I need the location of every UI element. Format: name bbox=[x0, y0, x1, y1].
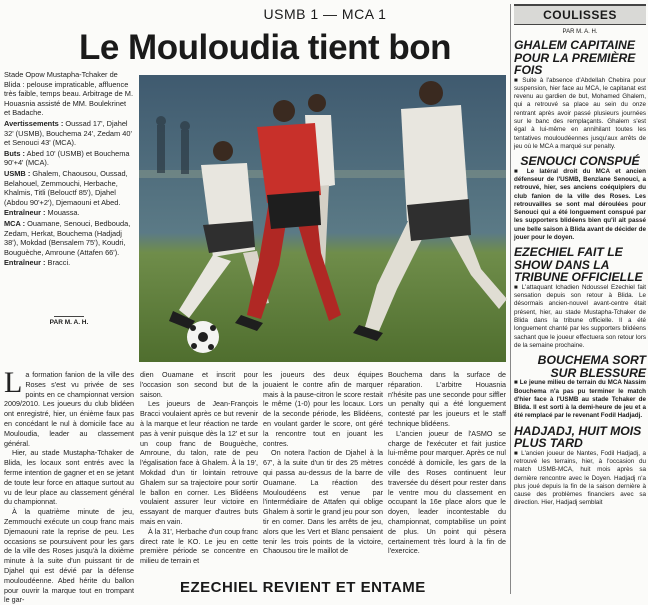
headline: Le Mouloudia tient bon bbox=[78, 28, 451, 67]
sidebar-item-text: ■ Le jeune milieu de terrain du MCA Nassim Bouchema n'a pas pu terminer le match d'hier face à l'USMB au stade Tchaker de Blida. Il est sorti à la demi-heure de jeu et a été remplacé par le revenant Fodil Hadjadj. bbox=[514, 379, 646, 420]
article-column-1: L a formation fanion de la ville des Roses s'est vu privée de ses points en ce championnat version 2009/2010. Les joueurs du club blidéen ont enregistré, hier, un énième faux pas en concédant le nul à domicile face au Mouloudia, leader au classement général. Hier, au stade Mustapha-Tchaker de Blida, les locaux sont entrés avec la ferme intention de gagner et en se jetant de toute leur force en attaque surtout au vu de leur place au classement général du championnat. À la quatrième minute de jeu, Zemmouchi exécute un coup franc mais Djemaouni rate la reprise de peu. Les occasions se poursuivent pour les gars de la ville des Roses jusqu'à la dixième minute à la suite d'un puissant tir de Djahel qui est dévié par la défense mouloudéenne. Abed hérite du ballon pour ouvrir la marque tout en trompant le gar- bbox=[4, 366, 134, 605]
sidebar-item-head: SENOUCI CONSPUÉ bbox=[520, 154, 640, 169]
venue: Stade Opow Mustapha-Tchaker de Blida : pelouse impraticable, affluence très faible, temps beau. Arbitrage de M. Houasnia assisté de MM. Boulekrinet et Badache. bbox=[4, 70, 133, 118]
article-column-4: Bouchema dans la surface de réparation. L'arbitre Houasnia n'hésite pas une seconde pour siffler un penalty qui a été longuement contesté par les joueurs et le staff technique blidéens. L'ancien joueur de l'ASMO se charge de l'exécuter et fait justice lui-même pour marquer. Après ce nul concédé à domicile, les gars de la ville des Roses continuent leur traversée du désert pour rester dans le ventre mou du classement en occupant la 16e place alors que le doyen, leader incontestable du championnat, comptabilise un point de plus. Un point qui pèsera certainement très lourd à la fin de l'exercice. bbox=[388, 370, 506, 556]
sidebar-item-head: GHALEM CAPITAINE POUR LA PREMIÈRE FOIS bbox=[514, 38, 636, 77]
sidebar-byline: PAR M. A. H. bbox=[562, 29, 598, 35]
next-article-headline: EZECHIEL REVIENT ET ENTAME bbox=[180, 579, 426, 596]
mca-coach: Entraîneur : Bracci. bbox=[4, 258, 71, 268]
sidebar-item-text: ■ Le latéral droit du MCA et ancien défenseur de l'USMB, Benzlane Senouci, a retrouvé, hier, ses anciens coéquipiers du club fanion de la ville des Roses. Les retrouvailles se sont mal déroulées pour Senouci qui a été longuement conspué par les supporters blidéens bien qu'il ait passé une belle saison à Blida avant de décider de jouer pour le doyen. bbox=[514, 167, 646, 242]
sidebar-title: COULISSES bbox=[514, 4, 646, 25]
usmb-coach: Entraîneur : Mouassa. bbox=[4, 208, 80, 218]
football bbox=[187, 321, 219, 353]
kicker: USMB 1 — MCA 1 bbox=[263, 6, 387, 22]
match-infobox bbox=[4, 70, 134, 269]
article-column-2: dien Ouamane et inscrit pour l'occasion son second but de la saison. Les joueurs de Jean-François Bracci voulaient après ce but revenir à la marque et leur réaction ne tarde pas à venir puisque dès la 12' et sur un coup franc de Bouguèche, Amroune, du talon, rate de peu l'égalisation face à Ghalem. À la 19', Mokdad d'un tir lointain retrouve Ghalem sur sa trajectoire pour sortir le ballon en corner. Les Blidéens voulaient assurer leur victoire en essayant de marquer d'autres buts mais en vain. À la 31', Herbache d'un coup franc direct rate le KO. Le jeu en cette première période se concentre en milieu de terrain et bbox=[140, 370, 258, 566]
usmb-lineup: USMB : Ghalem, Chaousou, Oussad, Belahouel, Zemmouchi, Herbache, Khalmis, Titli (Belouctf 85'), Djahel (Abdou 90'+2'), Djemaouni et Abed. bbox=[4, 168, 128, 207]
sidebar-item-text: ■ L'attaquant Ichadien Ndoussel Ezechiel fait sensation depuis son retour à Blida. Le désormais ancien-nouvel avant-centre était présent, hier, au stade Mustapha-Tchaker de Blida dans la tribune officielle. Il a été longuement chanté par les supporters blidéens sachant que le joueur effectuera son retour lors de la semaine prochaine. bbox=[514, 283, 646, 349]
sidebar-item-head: EZECHIEL FAIT LE SHOW DANS LA TRIBUNE OFFICIELLE bbox=[514, 245, 643, 285]
photo-illustration bbox=[139, 75, 506, 362]
article-column-3: les joueurs des deux équipes jouaient le contre afin de marquer mais à la pause-citron le score restait le même (1-0) pour les locaux. Lors de la seconde période, les Blidéens, en voulant garder le score, ont géré la rencontre tout en jouant les contres. On notera l'action de Djahel à la 67', à la suite d'un tir des 25 mètres qui passa au-dessus de la barre de Ouamane. La réaction des Mouloudéens est venue par l'intermédiaire de Attafen qui oblige Ghalem à sortir le grand jeu pour son tir en corner. Dans les arrêts de jeu, alors que les Vert et Blanc pensaient tenir les trois points de la victoire, Chaousou tire le maillot de bbox=[263, 370, 383, 556]
sidebar-item-head: BOUCHEMA SORT SUR BLESSURE bbox=[537, 353, 646, 380]
warnings: Avertissements : Oussad 17', Djahel 32' (USMB), Bouchema 24', Zedam 40' et Senouci 43' (MCA). bbox=[4, 118, 132, 148]
sidebar-item-text: ■ L'ancien joueur de Nantes, Fodil Hadjadj, a retrouvé les terrains, hier, à l'occasion du match USMB-MCA, huit mois après sa dernière rencontre avec le Doyen. Hadjadj n'a plus joué depuis la fin de la saison dernière à cause des problèmes financiers avec sa direction. Hier, Hadjadj semblait bbox=[514, 449, 646, 507]
sidebar-item-head: HADJADJ, HUIT MOIS PLUS TARD bbox=[514, 423, 642, 451]
drop-cap: L bbox=[4, 366, 23, 399]
sidebar-item-text: ■ Suite à l'absence d'Abdellah Chebira pour suspension, hier face au MCA, le capitanat est revenu au gardien de but, Mohamed Ghalem, qui a retrouvé sa place au sein du onze rentrant après avoir passé plusieurs journées sur le banc des remplaçants. Ghalem s'est égal à lui-même en annihilant toutes les tentatives mouloudéennes jusqu'aux arrêts de jeu où le MCA a marqué sur penalty. bbox=[514, 76, 646, 150]
column-divider bbox=[510, 4, 511, 594]
sidebar-coulisses bbox=[514, 4, 646, 507]
mca-lineup: MCA : Ouamane, Senouci, Bedbouda, Zedam, Herkat, Bouchema (Hadjadj 38'), Mokdad (Bensalem 75'), Koudri, Bouguèche, Amroune (Attafen 66'). bbox=[4, 218, 131, 257]
goals: Buts : Abed 10' (USMB) et Bouchema 90'+4' (MCA). bbox=[4, 148, 130, 168]
article-byline: PAR M. A. H. bbox=[6, 316, 132, 326]
match-photo bbox=[139, 75, 506, 362]
